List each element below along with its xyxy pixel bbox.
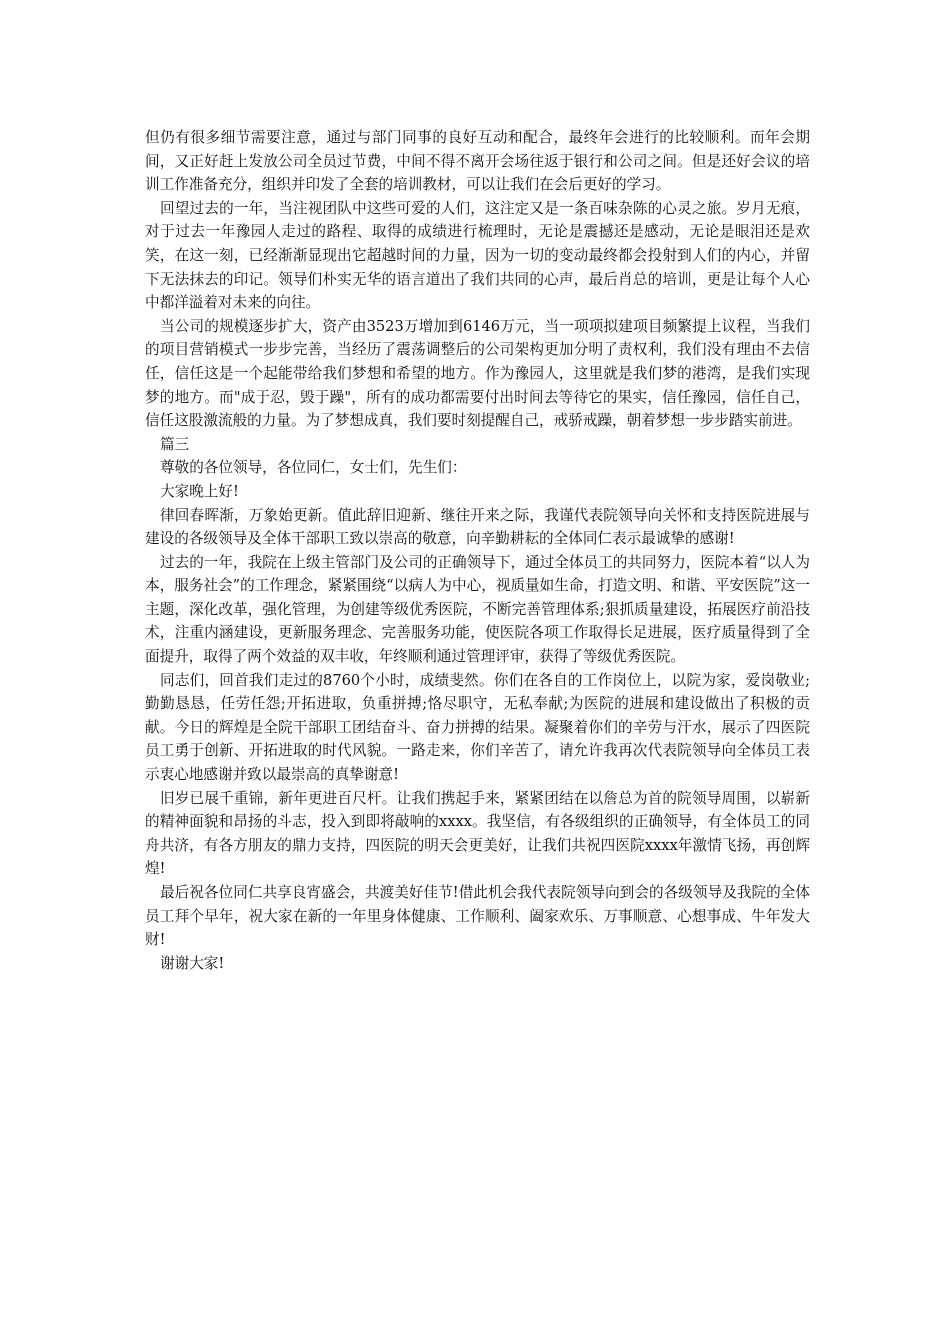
greeting: 大家晚上好! xyxy=(160,482,239,500)
paragraph-new-year-thanks: 律回春晖渐，万象始更新。值此辞旧迎新、继往开来之际，我谨代表院领导向关怀和支持医院进展与建设的各级领导及全体干部职工致以崇高的敬意，向辛勤耕耘的全体同仁表示最诚挚的感谢! xyxy=(145,506,810,548)
paragraph-company-growth: 当公司的规模逐步扩大，资产由3523万增加到6146万元，当一项项拟建项目频繁提上议程，当我们的项目营销模式一步步完善，当经历了震荡调整后的公司架构更加分明了责权利，我们没有理由不去信任，信任这是一个起能带给我们梦想和希望的地方。作为豫园人，这里就是我们梦的港湾，是我们实现梦的地方。而"成于忍，毁于躁"，所有的成功都需要付出时间去等待它的果实，信任豫园，信任自己，信任这股激流般的力量。为了梦想成真，我们要时刻提醒自己，戒骄戒躁，朝着梦想一步步踏实前进。 xyxy=(145,317,810,430)
closing-thanks: 谢谢大家! xyxy=(160,954,225,972)
section-heading: 篇三 xyxy=(160,435,190,453)
paragraph-past-year: 过去的一年，我院在上级主管部门及公司的正确领导下，通过全体员工的共同努力，医院本着“以人为本，服务社会”的工作理念，紧紧围绕“以病人为中心，视质量如生命，打造文明、和谐、平安医院”这一主题，深化改革，强化管理，为创建等级优秀医院，不断完善管理体系;狠抓质量建设，拓展医疗前沿技术，注重内涵建设，更新服务理念、完善服务功能，使医院各项工作取得长足进展，医疗质量得到了全面提升，取得了两个效益的双丰收，年终顺利通过管理评审，获得了等级优秀医院。 xyxy=(145,553,810,666)
paragraph-future: 旧岁已展千重锦，新年更进百尺杆。让我们携起手来，紧紧团结在以詹总为首的院领导周围，以崭新的精神面貌和昂扬的斗志，投入到即将敲响的xxxx。我坚信，有各级组织的正确领导，有全体员工的同舟共济，有各方朋友的鼎力支持，四医院的明天会更美好，让我们共祝四医院xxxx年激情飞扬，再创辉煌! xyxy=(145,789,810,878)
salutation: 尊敬的各位领导，各位同仁，女士们，先生们： xyxy=(160,459,467,477)
paragraph-comrades: 同志们，回首我们走过的8760个小时，成绩斐然。你们在各自的工作岗位上，以院为家，爱岗敬业;勤勤恳恳，任劳任怨;开拓进取，负重拼搏;恪尽职守，无私奉献;为医院的进展和建设做出了积极的贡献。今日的辉煌是全院干部职工团结奋斗、奋力拼搏的结果。凝聚着你们的辛劳与汗水，展示了四医院员工勇于创新、开拓进取的时代风貌。一路走来，你们辛苦了，请允许我再次代表院领导向全体员工表示衷心地感谢并致以最崇高的真挚谢意! xyxy=(145,671,810,784)
document-body xyxy=(145,126,810,975)
paragraph-closing-wishes: 最后祝各位同仁共享良宵盛会，共渡美好佳节!借此机会我代表院领导向到会的各级领导及我院的全体员工拜个早年，祝大家在新的一年里身体健康、工作顺利、阖家欢乐、万事顺意、心想事成、牛年发大财! xyxy=(145,884,810,949)
paragraph-review: 回望过去的一年，当注视团队中这些可爱的人们，这注定又是一条百味杂陈的心灵之旅。岁月无痕，对于过去一年豫园人走过的路程、取得的成绩进行梳理时，无论是震撼还是感动，无论是眼泪还是欢笑，在这一刻，已经渐渐显现出它超越时间的力量，因为一切的变动最终都会投射到人们的内心，并留下无法抹去的印记。领导们朴实无华的语言道出了我们共同的心声，最后肖总的培训，更是让每个人心中都洋溢着对未来的向往。 xyxy=(145,199,810,312)
paragraph-continuation: 但仍有很多细节需要注意，通过与部门同事的良好互动和配合，最终年会进行的比较顺利。而年会期间，又正好赶上发放公司全员过节费，中间不得不离开会场往返于银行和公司之间。但是还好会议的培训工作准备充分，组织并印发了全套的培训教材，可以让我们在会后更好的学习。 xyxy=(145,129,810,194)
